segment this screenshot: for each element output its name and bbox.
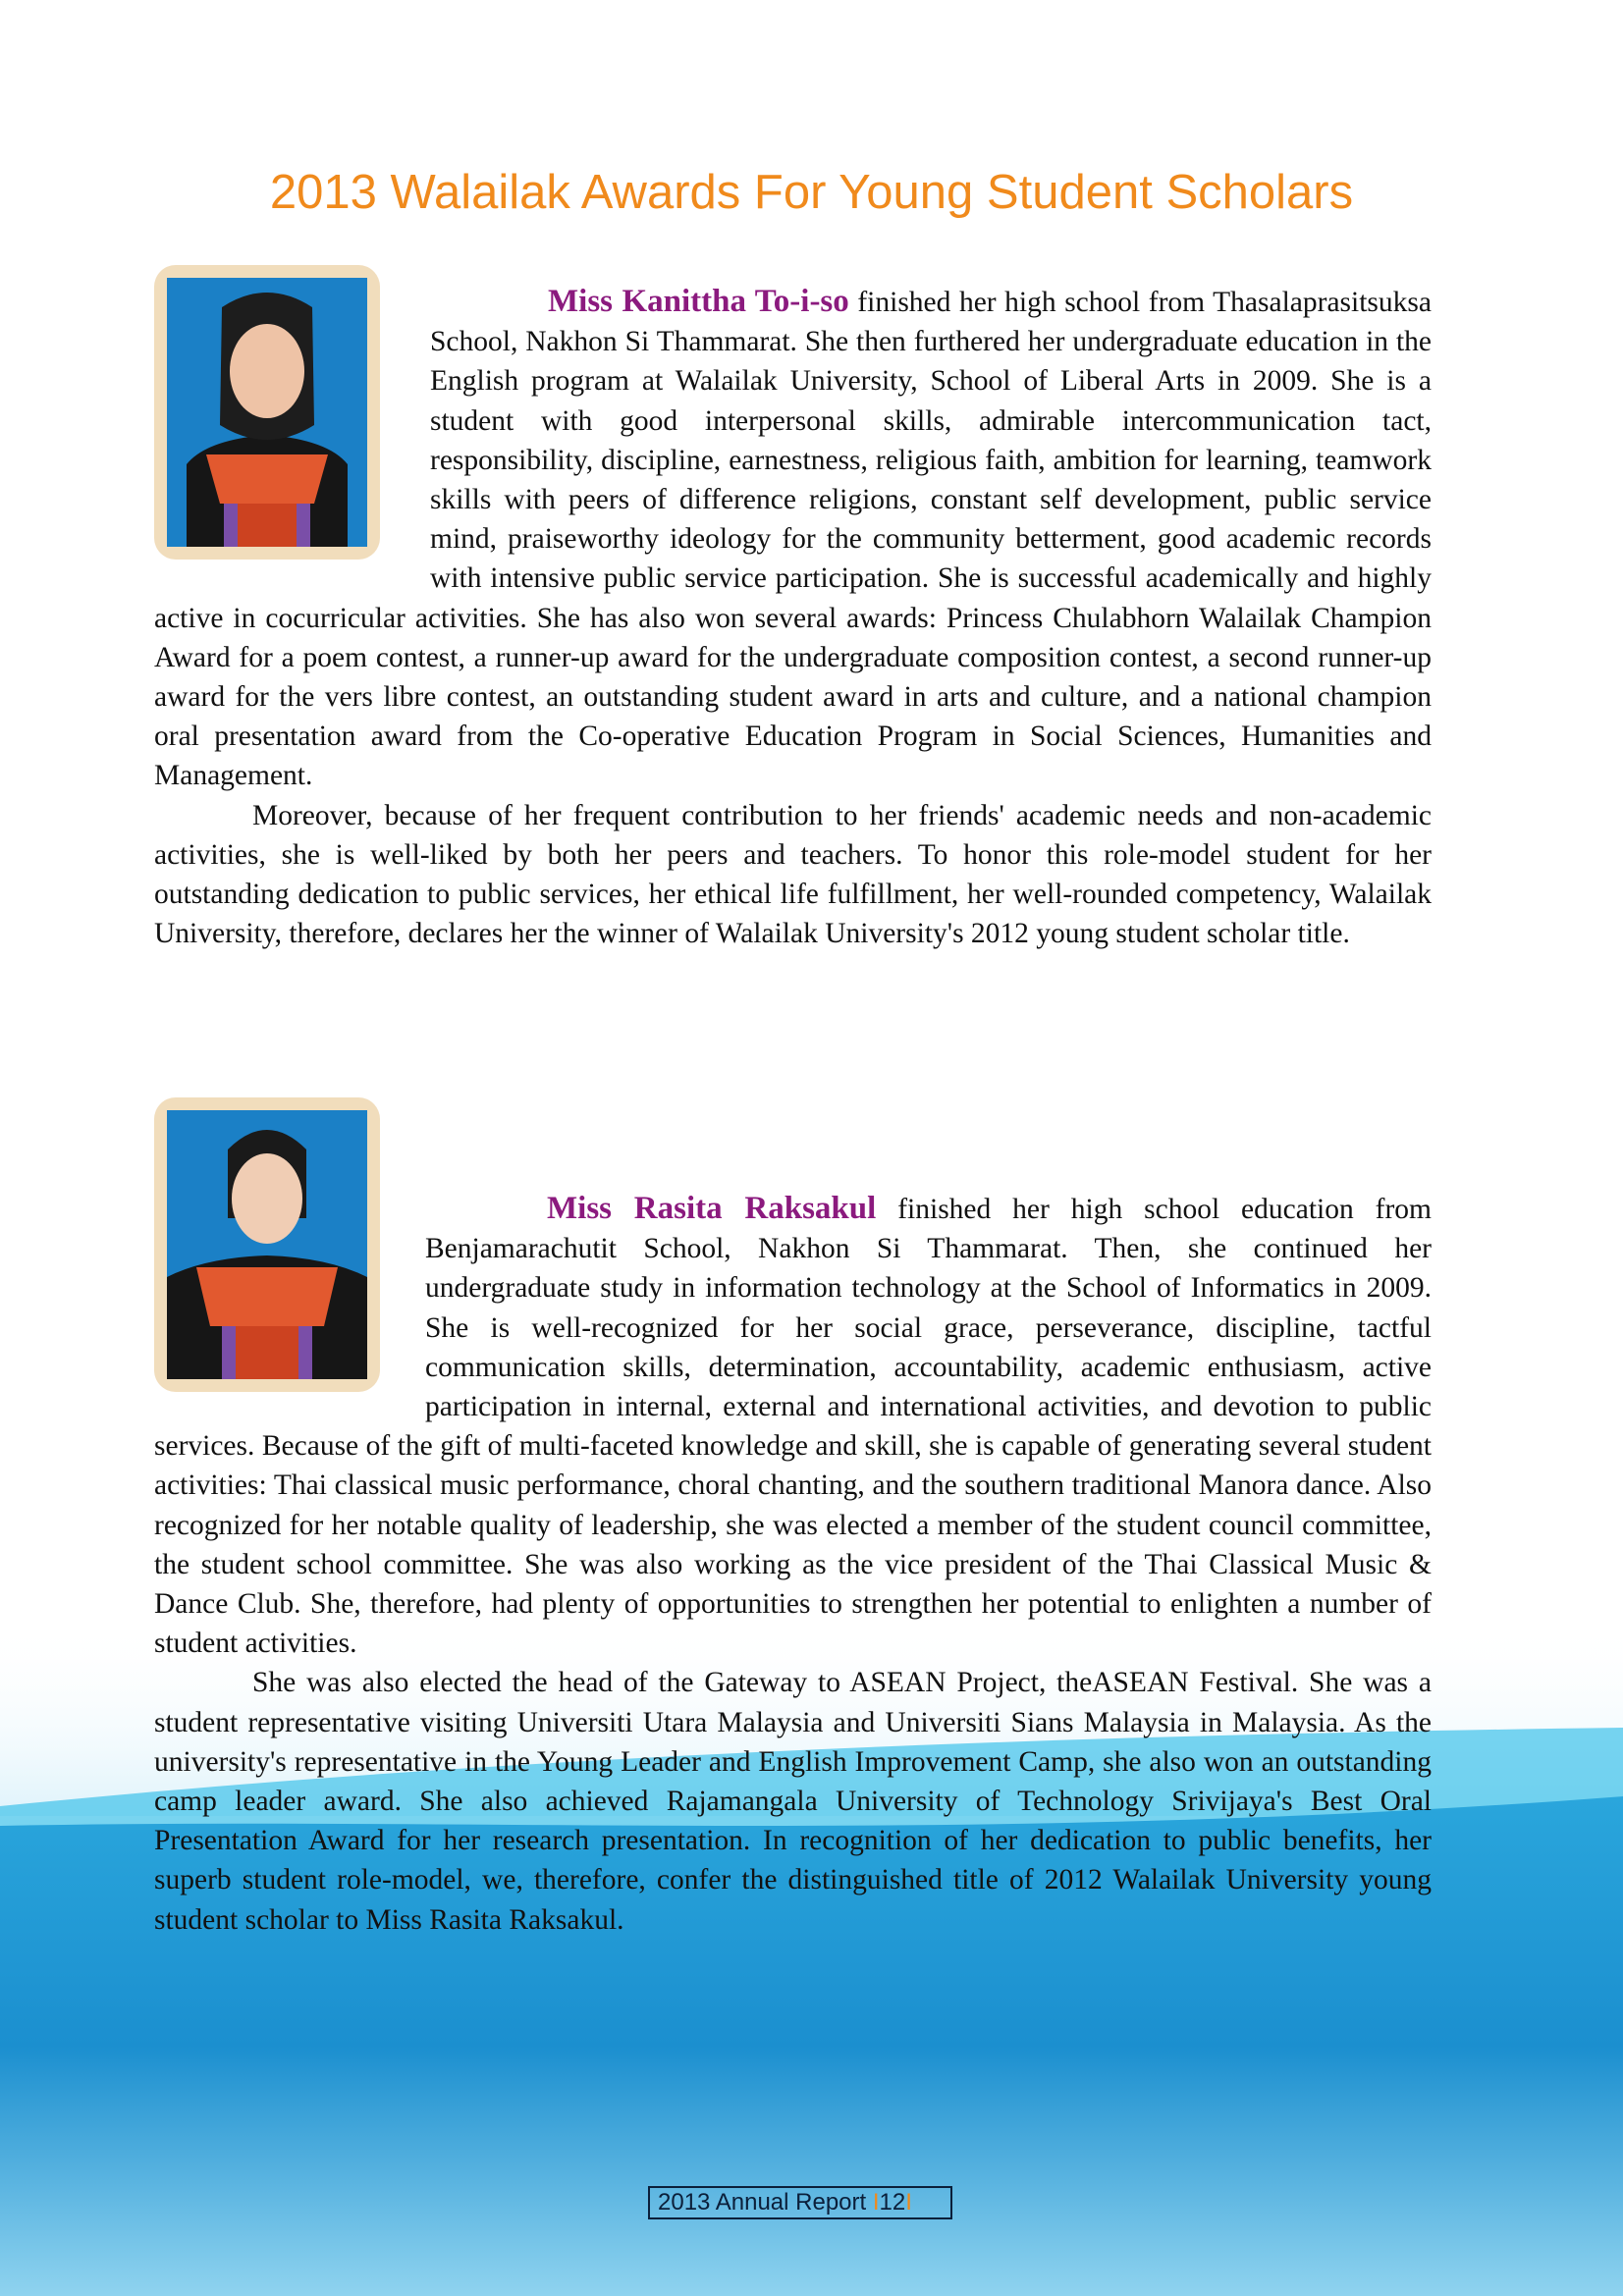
page-number: 12 — [879, 2189, 906, 2216]
scholar-1-paragraph-2: Moreover, because of her frequent contribution to her friends' academic needs and non-academic activities, she is well-liked by both her peers and teachers. To honor this role-model student for her outstanding dedication to public services, her ethical life fulfillment, her well-rounded competency, Walailak University, therefore, declares her the winner of Walailak University's 2012 young student scholar title. — [154, 799, 1432, 950]
scholar-2-section — [154, 1189, 1432, 1940]
page-title: 2013 Walailak Awards For Young Student Scholars — [269, 166, 1354, 219]
scholar-1-paragraph-1: finished her high school from Thasalaprasitsuksa School, Nakhon Si Thammarat. She then furthered her undergraduate education in the English program at Walailak University, School of Liberal Arts in 2009. She is a student with good interpersonal skills, admirable intercommunication tact, responsibility, discipline, earnestness, religious faith, ambition for learning, teamwork skills with peers of difference religions, constant self development, public service mind, praiseworthy ideology for the community betterment, good academic records with intensive public service participation. She is successful academically and highly active in cocurricular activities. She has also won several awards: Princess Chulabhorn Walailak Champion Award for a poem contest, a runner-up award for the undergraduate composition contest, a second runner-up award for the vers libre contest, an outstanding student award in arts and culture, and a national champion oral presentation award from the Co-operative Education Program in Social Sciences, Humanities and Management. — [154, 287, 1432, 792]
scholar-2-paragraph-2: She was also elected the head of the Gateway to ASEAN Project, theASEAN Festival. She was a student representative visiting Universiti Utara Malaysia and Universiti Sians Malaysia in Malaysia. As the university's representative in the Young Leader and English Improvement Camp, she also won an outstanding camp leader award. She also achieved Rajamangala University of Technology Srivijaya's Best Oral Presentation Award for her research presentation. In recognition of her dedication to public benefits, her superb student role-model, we, therefore, confer the distinguished title of 2012 Walailak University young student scholar to Miss Rasita Raksakul. — [154, 1667, 1432, 1936]
page-footer: 2013 Annual Report I12I — [648, 2186, 952, 2219]
footer-label: 2013 Annual Report — [658, 2189, 873, 2216]
scholar-2-name: Miss Rasita Raksakul — [547, 1191, 877, 1226]
scholar-2-paragraph-1: finished her high school education from Benjamarachutit School, Nakhon Si Thammarat. Then, she continued her undergraduate study in information technology at the School of Informatics in 2009. She is well-recognized for her social grace, perseverance, discipline, tactful communication skills, determination, accountability, academic enthusiasm, active participation in internal, external and international activities, and devotion to public services. Because of the gift of multi-faceted knowledge and skill, she is capable of generating several student activities: Thai classical music performance, choral chanting, and the southern traditional Manora dance. Also recognized for her notable quality of leadership, she was elected a member of the student council committee, the student school committee. She was also working as the vice president of the Thai Classical Music & Dance Club. She, therefore, had plenty of opportunities to strengthen her potential to enlighten a number of student activities. — [154, 1194, 1432, 1660]
scholar-1-name: Miss Kanittha To-i-so — [548, 284, 849, 319]
scholar-1-section — [154, 282, 1432, 953]
